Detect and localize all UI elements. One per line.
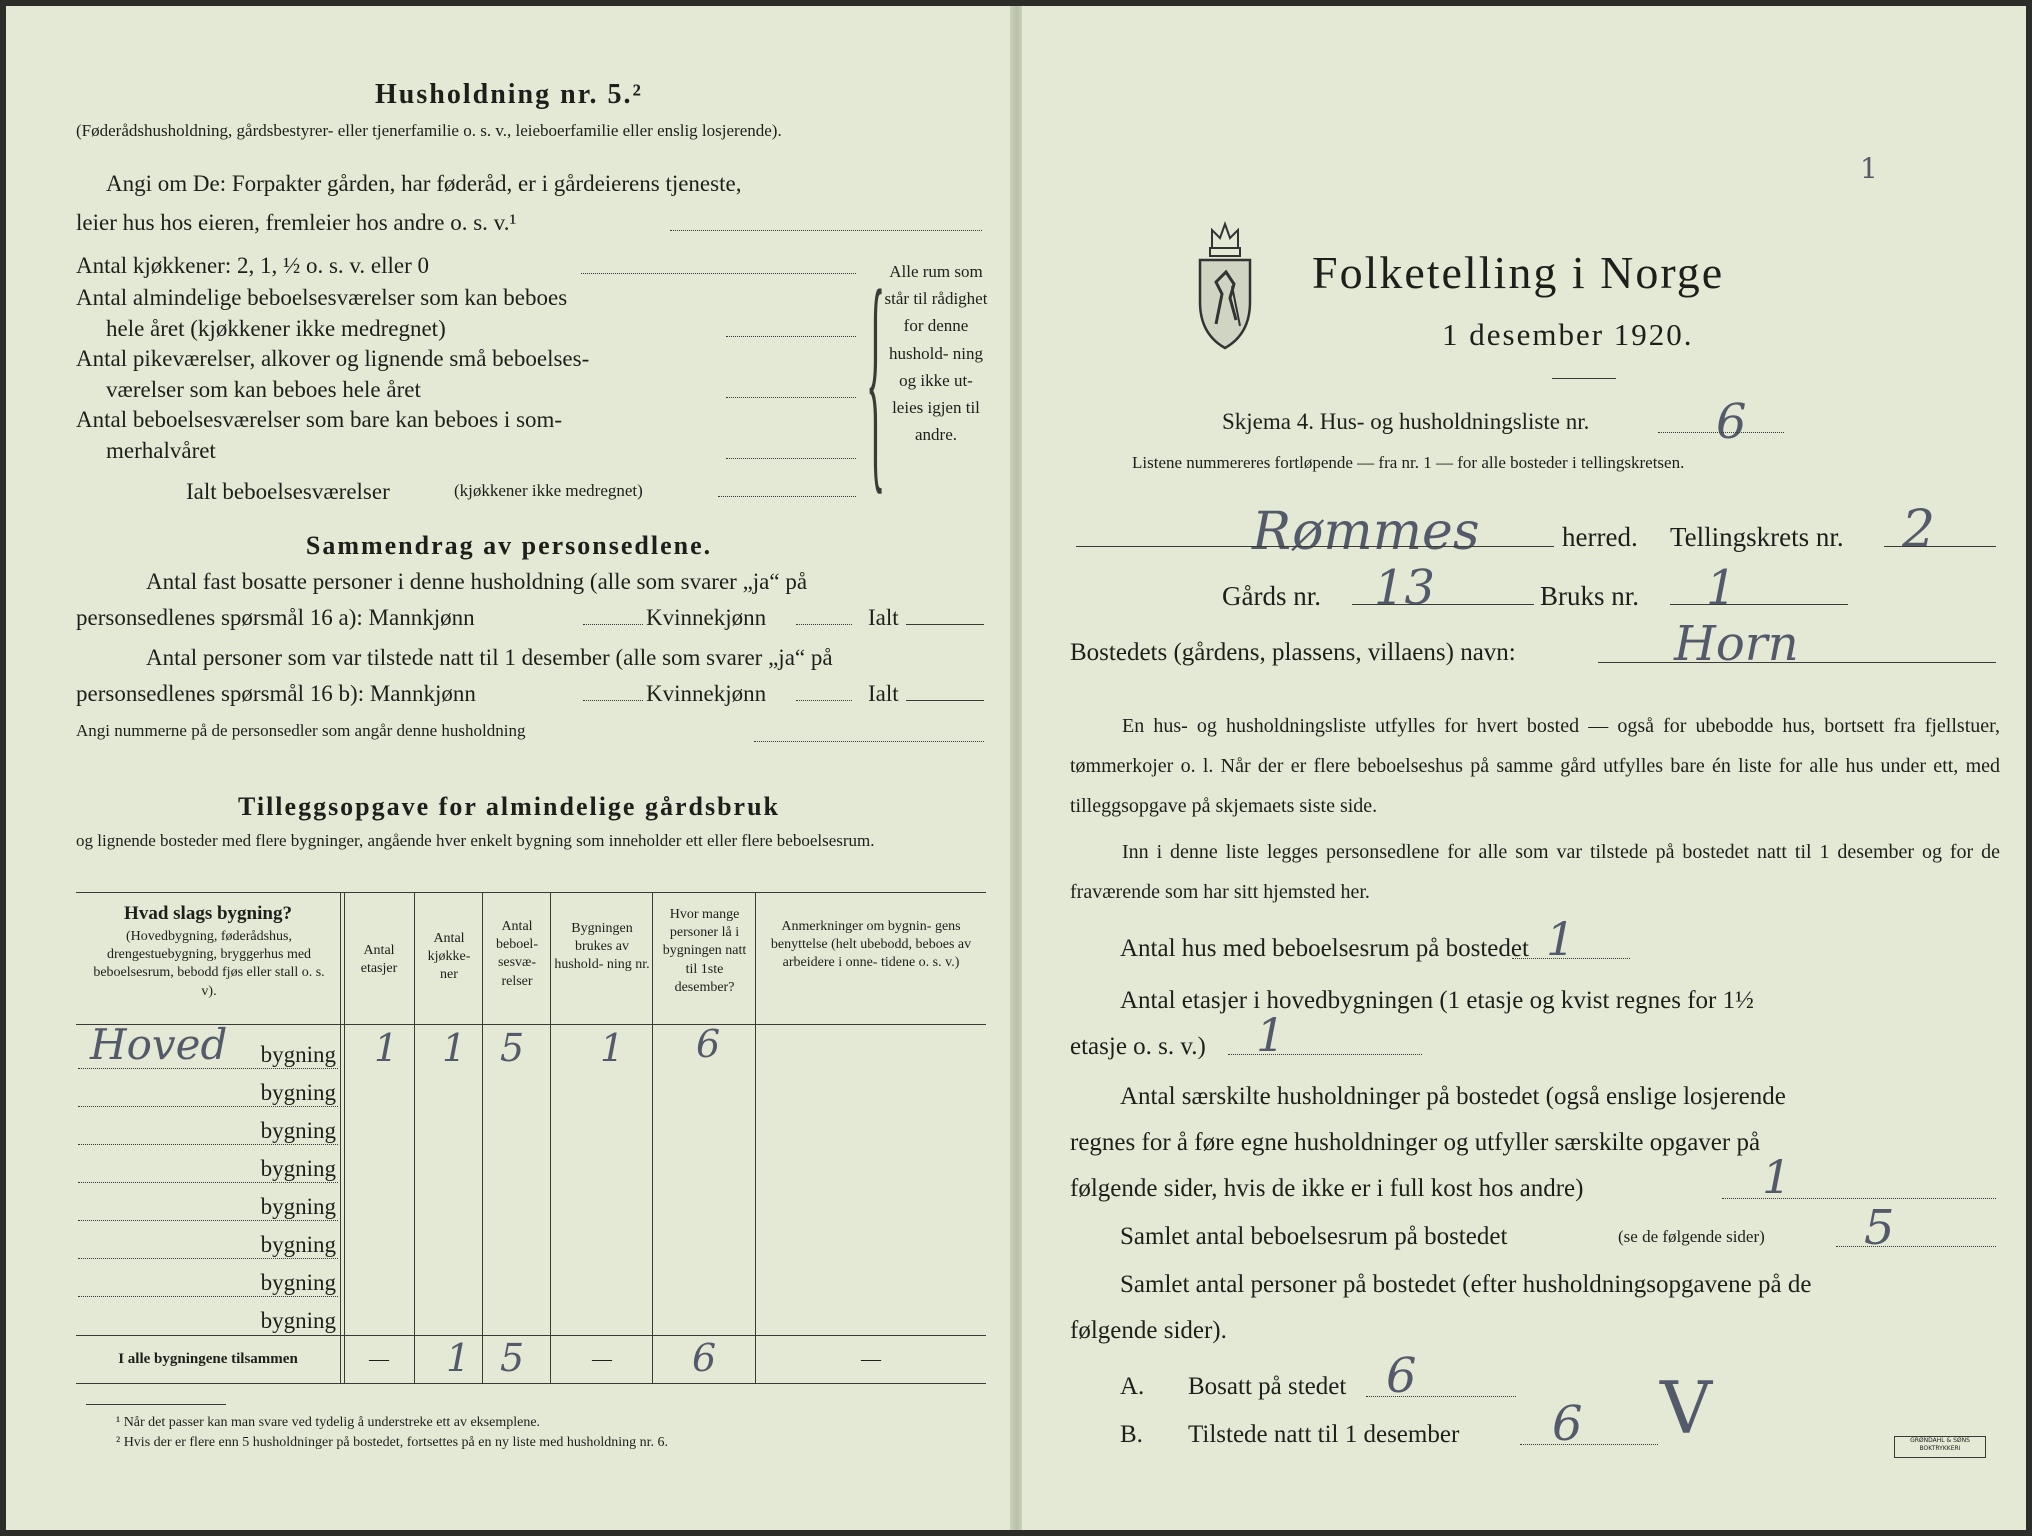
table-row: bygning <box>260 1308 336 1333</box>
total-husholdning: — <box>592 1348 612 1370</box>
form-title: Folketelling i Norge <box>1312 247 1725 298</box>
table-row: bygning <box>260 1194 336 1219</box>
summary-line-4: personsedlenes spørsmål 16 b): Mannkjønn <box>76 681 476 706</box>
col-header-etasjer: Antal etasjer <box>360 943 398 977</box>
question-line-1: Angi om De: Forpakter gården, har føderåd, er i gårdeierens tjeneste, <box>106 171 742 196</box>
col-header-vaerelser: Antal beboel- sesvæ- relser <box>496 919 538 989</box>
a-label: A. <box>1120 1373 1145 1400</box>
herred-line <box>1076 546 1554 547</box>
schema-number-line <box>1658 432 1784 433</box>
q-hush-line <box>1722 1198 1996 1199</box>
col-header-personer: Hvor mange personer lå i bygningen natt til 1ste desember? <box>662 907 747 995</box>
instructions-2: Inn i denne liste legges personsedlene for alle som var tilstede på bostedet natt til 1 desember og for de fraværende som har sitt hjemsted her. <box>1070 841 2000 903</box>
tick-mark-hand: 1 <box>1860 152 1878 185</box>
q-rum-note: (se de følgende sider) <box>1618 1227 1765 1246</box>
kvinne-label-2: Kvinnekjønn <box>646 681 767 706</box>
rooms-line-3: hele året (kjøkkener ikke medregnet) <box>106 316 446 341</box>
printer-stamp: GRØNDAHL & SØNS BOKTRYKKERI <box>1894 1436 1986 1458</box>
schema-number-hand: 6 <box>1716 394 1747 450</box>
rooms-line-2: Antal almindelige beboelsesværelser som kan beboes <box>76 285 568 310</box>
household-title: Husholdning nr. 5.² <box>375 79 643 110</box>
col-header-type: Hvad slags bygning? <box>124 903 292 924</box>
bruks-label: Bruks nr. <box>1540 581 1640 611</box>
row-hand-type: Hoved <box>90 1020 228 1069</box>
checkmark-hand: V <box>1660 1366 1712 1450</box>
summary-title: Sammendrag av personsedlene. <box>305 531 713 560</box>
total-row-label: I alle bygningene tilsammen <box>118 1351 298 1367</box>
side-brace: { <box>866 237 886 517</box>
ialt-label-1: Ialt <box>868 605 899 630</box>
rooms-total-note: (kjøkkener ikke medregnet) <box>454 481 643 500</box>
summary-line-3: Antal personer som var tilstede natt til 1 desember (alle som svarer „ja“ på <box>146 645 833 670</box>
herred-label: herred. <box>1562 522 1638 552</box>
question-line-2: leier hus hos eieren, fremleier hos andre o. s. v.¹ <box>76 210 517 235</box>
rooms-answer-line-2 <box>726 336 856 337</box>
kvinne-label-1: Kvinnekjønn <box>646 605 767 630</box>
footnote-2: ² Hvis der er flere enn 5 husholdninger på bostedet, fortsettes på en ny liste med husholdning nr. 6. <box>116 1435 669 1450</box>
q-etasjer-hand: 1 <box>1256 1008 1286 1062</box>
rooms-line-6: Antal beboelsesværelser som bare kan beboes i som- <box>76 407 563 432</box>
b-line <box>1520 1444 1658 1445</box>
numbers-line: Angi nummerne på de personsedler som angår denne husholdning <box>76 721 526 740</box>
mann-line-2 <box>583 700 643 701</box>
total-anmerkninger: — <box>861 1348 881 1370</box>
rooms-total-line <box>718 496 856 497</box>
row-hand-etasjer: 1 <box>374 1026 399 1070</box>
b-text: Tilstede natt til 1 desember <box>1188 1421 1460 1448</box>
rooms-line-5: værelser som kan beboes hele året <box>106 377 421 402</box>
q-hush-hand: 1 <box>1762 1150 1792 1204</box>
q-pers-1: Samlet antal personer på bostedet (efter husholdningsopgavene på de <box>1120 1271 1812 1298</box>
numbers-answer-line <box>754 741 984 742</box>
census-sheet <box>6 6 2026 1530</box>
a-line <box>1366 1396 1516 1397</box>
kvinne-line-2 <box>796 700 852 701</box>
herred-hand: Rømmes <box>1252 502 1480 562</box>
side-note: Alle rum som står til rådighet for denne hushold- ning og ikke ut- leies igjen til andre. <box>884 262 988 445</box>
total-personer: 6 <box>692 1336 717 1380</box>
table-row: bygning <box>260 1156 336 1181</box>
gards-line <box>1352 604 1534 605</box>
row-hand-personer: 6 <box>696 1022 721 1066</box>
instructions-1: En hus- og husholdningsliste utfylles for hvert bosted — også for ubebodde hus, bortsett fra fjellstuer, tømmerkojer o. l. Når der er flere beboelseshus på samme gård utfylles bare én liste for alle hus under ett, med tilleggsopgave på skjemaets siste side. <box>1070 715 2000 817</box>
rooms-line-1: Antal kjøkkener: 2, 1, ½ o. s. v. eller 0 <box>76 253 430 278</box>
bosted-hand: Horn <box>1674 616 1799 672</box>
krets-label: Tellingskrets nr. <box>1670 522 1844 552</box>
bruks-line <box>1670 604 1848 605</box>
q-hush-3: følgende sider, hvis de ikke er i full kost hos andre) <box>1070 1175 1584 1202</box>
household-note: (Føderådshusholdning, gårdsbestyrer- eller tjenerfamilie o. s. v., leieboerfamilie eller enslig losjerende). <box>76 121 782 140</box>
supplement-note: og lignende bosteder med flere bygninger, angående hver enkelt bygning som inneholder ett eller flere beboelsesrum. <box>76 831 875 850</box>
krets-line <box>1884 546 1996 547</box>
gards-label: Gårds nr. <box>1222 581 1321 611</box>
krets-hand: 2 <box>1902 500 1936 560</box>
col-header-type-note: (Hovedbygning, føderådshus, drengestuebygning, bryggerhus med beboelsesrum, bebodd fjøs eller stall o. s. v). <box>93 929 325 999</box>
ialt-label-2: Ialt <box>868 681 899 706</box>
q-rum-line <box>1836 1246 1996 1247</box>
b-hand: 6 <box>1552 1396 1583 1452</box>
coat-of-arms-icon <box>1192 202 1258 358</box>
row-hand-kjokkener: 1 <box>442 1026 467 1070</box>
rooms-answer-line-3 <box>726 397 856 398</box>
rooms-line-7: merhalvåret <box>106 438 216 463</box>
col-header-kjokkener: Antal kjøkke- ner <box>427 931 471 983</box>
row-hand-husholdning: 1 <box>600 1026 625 1070</box>
q-pers-2: følgende sider). <box>1070 1317 1227 1344</box>
kvinne-line-1 <box>796 624 852 625</box>
q-hus-hand: 1 <box>1546 912 1576 966</box>
total-etasjer: — <box>369 1348 389 1370</box>
footnote-1: ¹ Når det passer kan man svare ved tydelig å understreke ett av eksemplene. <box>116 1415 541 1430</box>
q-etasjer-2: etasje o. s. v.) <box>1070 1033 1206 1060</box>
total-vaerelser: 5 <box>500 1336 525 1380</box>
form-date: 1 desember 1920. <box>1442 317 1694 352</box>
table-row: bygning <box>260 1232 336 1257</box>
q-rum: Samlet antal beboelsesrum på bostedet <box>1120 1223 1508 1250</box>
a-text: Bosatt på stedet <box>1188 1373 1347 1400</box>
gards-hand: 13 <box>1374 560 1436 616</box>
rooms-line-4: Antal pikeværelser, alkover og lignende små beboelses- <box>76 346 590 371</box>
footnote-rule <box>86 1404 226 1405</box>
supplement-title: Tilleggsopgave for almindelige gårdsbruk <box>237 792 781 821</box>
table-row: bygning <box>260 1270 336 1295</box>
bosted-label: Bostedets (gårdens, plassens, villaens) navn: <box>1070 639 1516 666</box>
bosted-line <box>1598 662 1996 663</box>
ialt-line-1 <box>906 624 984 625</box>
rooms-answer-line-4 <box>726 458 856 459</box>
col-header-anmerkninger: Anmerkninger om bygnin- gens benyttelse (helt ubebodd, beboes av arbeidere i onne- tidene o. s. v.) <box>770 919 972 971</box>
summary-line-1: Antal fast bosatte personer i denne husholdning (alle som svarer „ja“ på <box>146 569 808 594</box>
rooms-answer-line-1 <box>581 273 856 274</box>
title-rule <box>1552 378 1616 379</box>
bruks-hand: 1 <box>1706 560 1737 616</box>
q-etasjer-line <box>1228 1054 1422 1055</box>
q-rum-hand: 5 <box>1864 1200 1895 1256</box>
total-kjokkener: 1 <box>446 1336 471 1380</box>
q-hus-line <box>1512 958 1630 959</box>
rooms-total-label: Ialt beboelsesværelser <box>186 479 390 504</box>
question-answer-line <box>670 230 982 231</box>
table-row: bygning <box>260 1118 336 1143</box>
schema-label: Skjema 4. Hus- og husholdningsliste nr. <box>1222 409 1590 434</box>
mann-line-1 <box>583 624 643 625</box>
right-page <box>1022 6 2026 1530</box>
q-hush-2: regnes for å føre egne husholdninger og utfyller særskilte opgaver på <box>1070 1129 1761 1156</box>
col-header-husholdning: Bygningen brukes av hushold- ning nr. <box>554 921 650 973</box>
b-label: B. <box>1120 1421 1143 1448</box>
table-row: bygning <box>260 1080 336 1105</box>
q-hush-1: Antal særskilte husholdninger på bostedet (også enslige losjerende <box>1120 1083 1786 1110</box>
left-page: Husholdning nr. 5.² (Føderådshusholdning, gårdsbestyrer- eller tjenerfamilie o. s. v., leieboerfamilie eller enslig losjerende). Angi om De: Forpakter gården, har føderåd, er i gårdeierens tjeneste, leier hus hos eieren, fremleier hos andre o. s. v.¹ Antal kjøkkener: 2, 1, ½ o. s. v. eller 0 Antal almindelige beboelsesværelser som kan beboes hele året (kjøkkener ikke medregnet) Antal pikeværelser, alkover og lignende små beboelses- værelser som kan beboes hele året Antal beboelsesværelser som bare kan beboes i som- merhalvåret Ialt beboelsesværelser (kjøkkener ikke medregnet) { Alle rum som står til rådighet for denne hushold- ning og ikke ut- leies igjen til andre. Sammendrag av personsedlene. Antal fast bosatte personer i denne husholdning (alle som svarer „ja“ på personsedlenes spørsmål 16 a): Mannkjønn Kvinnekjønn Ialt Antal personer som var tilstede natt til 1 desember (alle som svarer „ja“ på personsedlenes spørsmål 16 b): Mannkjønn Kvinnekjønn Ialt Angi nummerne på de personsedler som angår denne husholdning Tilleggsopgave for almindelige gårdsbruk og lignende bosteder med flere bygninger, angående hver enkelt bygning som inneholder ett eller flere beboelsesrum. Hvad slags bygning? (Hovedbygning, føderådshus, drengestuebygning, bryggerhus med beboelsesrum, bebodd fjøs eller stall o. s. v). Antal etasjer Antal kjøkke- ner Antal beboel- sesvæ- relser Bygningen brukes av hushold- ning nr. Hvor mange personer lå i bygningen natt til 1ste desember? Anmerkninger om bygnin- gens benyttelse (helt ubebodd, beboes av arbeidere i onne- tidene o. s. v.) bygning Hoved 1 1 5 1 6 bygning bygning bygning bygning bygning bygning bygning I alle bygningene tilsammen — 1 5 — 6 — ¹ Når det passer kan man svare ved tydelig å understreke ett av eksemplene. ² Hvis der er flere enn 5 husholdninger på bostedet, fortsettes på en ny liste med husholdning nr. 6. <box>6 6 1012 1530</box>
summary-line-2: personsedlenes spørsmål 16 a): Mannkjønn <box>76 605 475 630</box>
q-hus: Antal hus med beboelsesrum på bostedet <box>1120 935 1529 962</box>
q-etasjer-1: Antal etasjer i hovedbygningen (1 etasje og kvist regnes for 1½ <box>1120 987 1754 1014</box>
list-note: Listene nummereres fortløpende — fra nr. 1 — for alle bosteder i tellingskretsen. <box>1132 453 1685 472</box>
ialt-line-2 <box>906 700 984 701</box>
row-hand-vaerelser: 5 <box>500 1026 525 1070</box>
a-hand: 6 <box>1386 1348 1417 1404</box>
